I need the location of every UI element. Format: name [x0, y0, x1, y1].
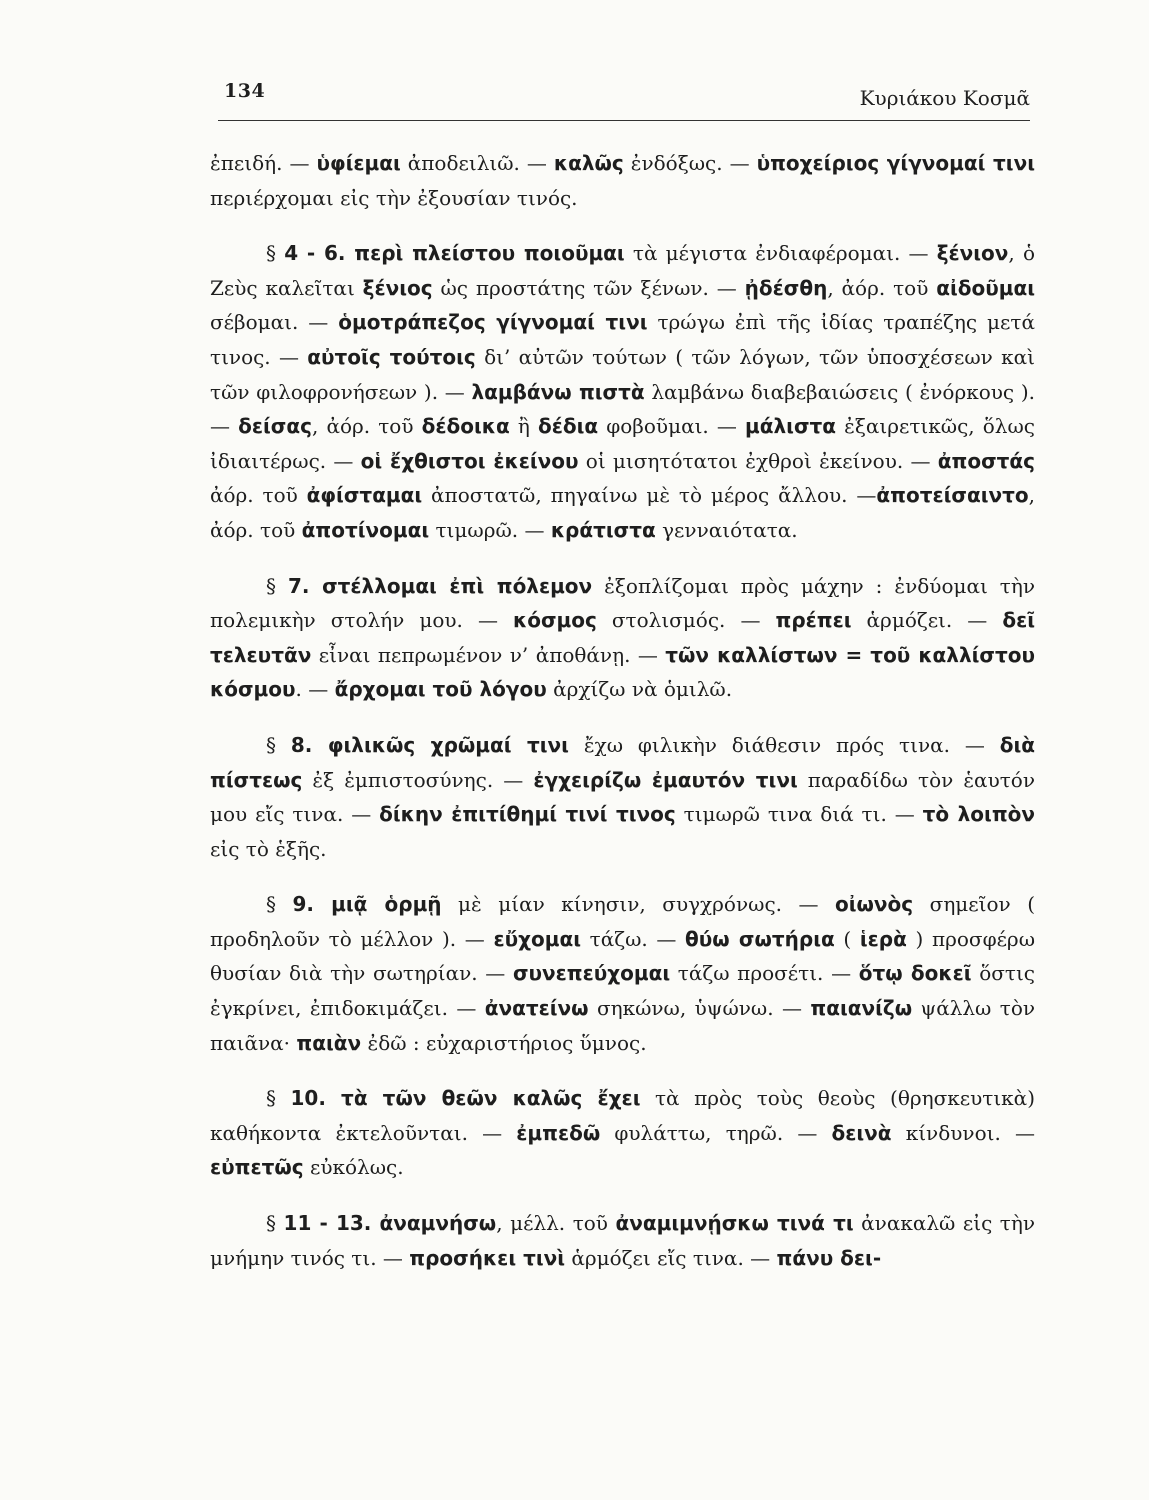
paragraph: [210, 728, 1035, 866]
lemma-term: διὰ πίστεως: [210, 732, 1036, 792]
paragraph: [210, 887, 1035, 1060]
lemma-term: ἄρχομαι τοῦ λόγου: [334, 677, 547, 702]
lemma-term: ὅτῳ δοκεῖ: [858, 961, 972, 986]
gloss-text: §: [266, 892, 293, 917]
gloss-text: ἐνδόξως. —: [623, 151, 757, 175]
lemma-term: μάλιστα: [745, 414, 837, 439]
paragraph: [210, 1081, 1035, 1185]
gloss-text: τρώγω ἐπὶ τῆς ἰδίας τραπέζης μετά τινος. —: [210, 310, 1035, 369]
gloss-text: §: [266, 241, 285, 266]
lemma-term: πρέπει: [775, 608, 852, 633]
gloss-text: τὰ πρὸς τοὺς θεοὺς (θρησκευτικὰ) καθήκοντα ἐκτελοῦνται. —: [210, 1086, 1035, 1145]
gloss-text: ψάλλω τὸν παιᾶνα·: [210, 996, 1036, 1055]
gloss-text: οἱ μισητότατοι ἐχθροὶ ἐκείνου. —: [578, 448, 938, 473]
lemma-term: ἀναμιμνῄσκω τινά τι: [615, 1211, 854, 1236]
gloss-text: ἀποστατῶ, πηγαίνω μὲ τὸ μέρος ἄλλου. —: [422, 483, 877, 508]
gloss-text: ἐπειδή. —: [210, 151, 317, 175]
page-number: 134: [224, 80, 266, 102]
commentary-text: [210, 146, 1035, 1275]
lemma-term: ὁμοτράπεζος γίγνομαί τινι: [338, 310, 648, 335]
gloss-text: (: [834, 926, 860, 951]
lemma-term: καλῶς: [553, 151, 624, 175]
gloss-text: , ἀόρ. τοῦ: [827, 275, 937, 300]
gloss-text: σέβομαι. —: [210, 310, 339, 335]
lemma-term: ὑποχείριος γίγνομαί τινι: [756, 151, 1035, 175]
paragraph: [210, 236, 1035, 547]
gloss-text: περιέρχομαι εἰς τὴν ἐξουσίαν τινός.: [210, 185, 578, 210]
lemma-term: ἀποτίνομαι: [301, 517, 430, 542]
lemma-term: τῶν καλλίστων = τοῦ καλλίστου κόσμου: [210, 642, 1035, 702]
gloss-text: ἐξ ἐμπιστοσύνης. —: [302, 767, 534, 792]
gloss-text: γενναιότατα.: [655, 517, 798, 542]
gloss-text: , ἀόρ. τοῦ: [210, 483, 1036, 542]
lemma-term: πάνυ δει-: [776, 1245, 882, 1270]
lemma-term: ἀποτείσαιντο: [876, 483, 1029, 508]
lemma-term: προσήκει τινὶ: [409, 1245, 566, 1270]
gloss-text: ὅστις ἐγκρίνει, ἐπιδοκιμάζει. —: [210, 961, 1036, 1021]
lemma-term: 9. μιᾷ ὁρμῇ: [292, 892, 442, 917]
lemma-term: κόσμος: [513, 608, 597, 633]
gloss-text: ἁρμόζει εἴς τινα. —: [565, 1245, 777, 1270]
lemma-term: δίκην ἐπιτίθημί τινί τινος: [379, 802, 676, 827]
gloss-text: παραδίδω τὸν ἑαυτόν μου εἴς τινα. —: [210, 767, 1035, 827]
lemma-term: συνεπεύχομαι: [512, 961, 671, 986]
lemma-term: οἱ ἔχθιστοι ἐκείνου: [360, 448, 579, 473]
gloss-text: τάζω προσέτι. —: [670, 961, 859, 986]
lemma-term: εὐπετῶς: [210, 1155, 304, 1180]
lemma-term: ξένιον: [936, 241, 1009, 266]
header-rule: [218, 120, 1030, 121]
paragraph: [210, 1206, 1035, 1275]
gloss-text: λαμβάνω διαβεβαιώσεις ( ἐνόρκους ). —: [210, 379, 1035, 439]
lemma-term: 7. στέλλομαι ἐπὶ πόλεμον: [287, 573, 593, 598]
lemma-term: παιανίζω: [810, 996, 913, 1021]
gloss-text: ἐδῶ : εὐχαριστήριος ὕμνος.: [361, 1030, 647, 1055]
gloss-text: ἐξαιρετικῶς, ὅλως ἰδιαιτέρως. —: [210, 414, 1035, 473]
gloss-text: τὰ μέγιστα ἐνδιαφέρομαι. —: [624, 241, 937, 266]
running-title: Κυριάκου Κοσμᾶ: [859, 86, 1030, 110]
lemma-term: 4 - 6. περὶ πλείστου ποιοῦμαι: [284, 241, 625, 266]
lemma-term: ἀνατείνω: [484, 996, 589, 1021]
lemma-term: λαμβάνω πιστὰ: [471, 379, 645, 404]
lemma-term: δέδια: [537, 414, 599, 439]
lemma-term: παιὰν: [296, 1030, 362, 1055]
lemma-term: δεινὰ: [831, 1120, 892, 1145]
gloss-text: ἔχω φιλικὴν διάθεσιν πρός τινα. —: [568, 732, 1000, 757]
gloss-text: ἢ: [509, 414, 538, 439]
gloss-text: φυλάττω, τηρῶ. —: [600, 1120, 832, 1145]
gloss-text: εἰς τὸ ἑξῆς.: [210, 836, 327, 861]
gloss-text: σηκώνω, ὑψώνω. —: [588, 996, 811, 1021]
lemma-term: τὸ λοιπὸν: [922, 802, 1036, 827]
lemma-term: δέδοικα: [421, 414, 510, 439]
gloss-text: §: [266, 1086, 291, 1111]
gloss-text: ὡς προστάτης τῶν ξένων. —: [432, 275, 745, 300]
lemma-term: 11 - 13. ἀναμνήσω: [283, 1211, 497, 1236]
gloss-text: ἀρχίζω νὰ ὁμιλῶ.: [546, 677, 733, 702]
gloss-text: , ἀόρ. τοῦ: [311, 414, 422, 439]
gloss-text: φοβοῦμαι. —: [598, 414, 746, 439]
gloss-text: ἁρμόζει. —: [851, 608, 1003, 633]
gloss-text: §: [266, 573, 288, 598]
lemma-term: δεῖ τελευτᾶν: [210, 608, 1036, 667]
gloss-text: , ὁ Ζεὺς καλεῖται: [210, 241, 1035, 300]
lemma-term: αἰδοῦμαι: [936, 275, 1035, 300]
paragraph: [210, 146, 1035, 215]
gloss-text: ) προσφέρω θυσίαν διὰ τὴν σωτηρίαν. —: [210, 926, 1036, 986]
lemma-term: οἰωνὸς: [835, 892, 914, 917]
gloss-text: ἀποδειλιῶ. —: [400, 151, 554, 175]
paragraph: [210, 569, 1035, 707]
lemma-term: δείσας: [238, 414, 312, 439]
lemma-term: ἱερὰ: [859, 926, 907, 951]
gloss-text: §: [266, 732, 291, 757]
lemma-term: αὐτοῖς τούτοις: [307, 344, 476, 369]
gloss-text: εἶναι πεπρωμένον ν’ ἀποθάνῃ. —: [311, 642, 666, 667]
lemma-term: ἀποστάς: [937, 448, 1036, 473]
gloss-text: ἐξοπλίζομαι πρὸς μάχην : ἐνδύομαι τὴν πολεμικὴν στολήν μου. —: [210, 573, 1036, 633]
gloss-text: εὐκόλως.: [303, 1155, 404, 1180]
gloss-text: τάζω. —: [581, 926, 686, 951]
lemma-term: ὑφίεμαι: [316, 151, 401, 175]
gloss-text: κίνδυνοι. —: [891, 1120, 1035, 1145]
gloss-text: , μέλλ. τοῦ: [496, 1211, 616, 1236]
lemma-term: ᾐδέσθη: [744, 275, 828, 300]
gloss-text: σημεῖον ( προδηλοῦν τὸ μέλλον ). —: [210, 892, 1036, 951]
lemma-term: ἐγχειρίζω ἐμαυτόν τινι: [533, 767, 798, 792]
lemma-term: 10. τὰ τῶν θεῶν καλῶς ἔχει: [290, 1086, 641, 1111]
lemma-term: θύω σωτήρια: [685, 926, 835, 951]
lemma-term: κράτιστα: [550, 517, 656, 542]
lemma-term: 8. φιλικῶς χρῶμαί τινι: [290, 732, 569, 757]
gloss-text: τιμωρῶ τινα διά τι. —: [675, 802, 923, 827]
gloss-text: μὲ μίαν κίνησιν, συγχρόνως. —: [441, 892, 836, 917]
gloss-text: §: [266, 1211, 284, 1236]
gloss-text: τιμωρῶ. —: [429, 517, 551, 542]
gloss-text: στολισμός. —: [596, 608, 776, 633]
lemma-term: ξένιος: [362, 275, 433, 300]
gloss-text: . —: [295, 677, 335, 702]
gloss-text: ἀόρ. τοῦ: [210, 483, 307, 508]
gloss-text: ἀνακαλῶ εἰς τὴν μνήμην τινός τι. —: [210, 1211, 1036, 1270]
lemma-term: ἐμπεδῶ: [516, 1120, 601, 1145]
lemma-term: εὔχομαι: [493, 926, 581, 951]
gloss-text: δι’ αὐτῶν τούτων ( τῶν λόγων, τῶν ὑποσχέσεων καὶ τῶν φιλοφρονήσεων ). —: [210, 344, 1035, 404]
lemma-term: ἀφίσταμαι: [306, 483, 423, 508]
